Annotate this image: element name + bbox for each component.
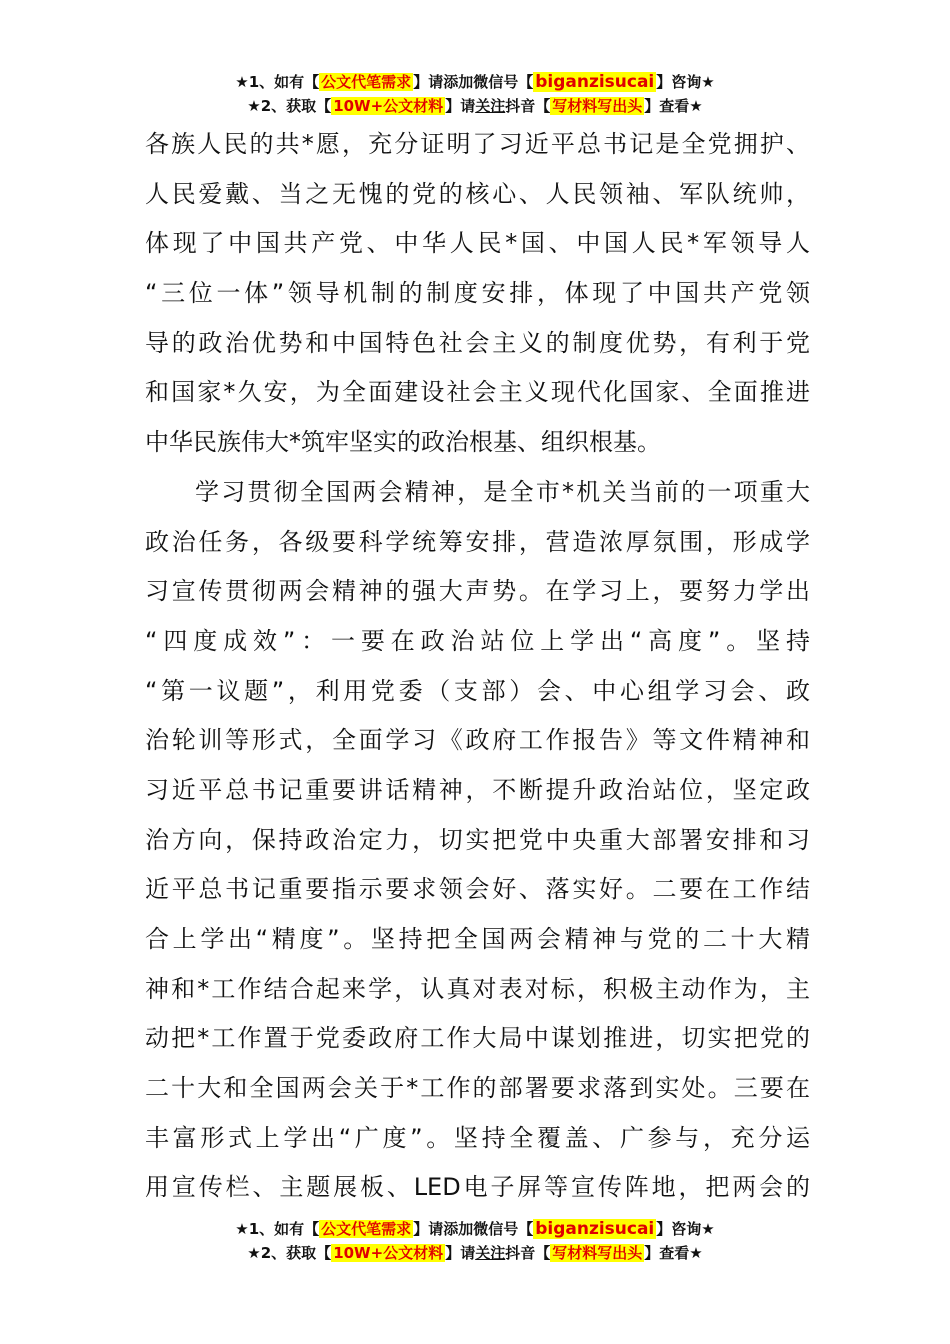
body-line: 和国家*久安，为全面建设社会主义现代化国家、全面推进 [145, 378, 810, 407]
body-line: “三位一体”领导机制的制度安排，体现了中国共产党领 [145, 279, 810, 308]
banner-highlight: 公文代笔需求 [321, 1220, 412, 1238]
footer-banner [0, 1217, 950, 1265]
banner-text: 抖音【 [505, 97, 551, 115]
body-line: 二十大和全国两会关于*工作的部署要求落到实处。三要在 [145, 1074, 810, 1103]
banner-underlined: 关注 [475, 1244, 506, 1262]
document-body [145, 120, 810, 1213]
body-line: 学习贯彻全国两会精神，是全市*机关当前的一项重大 [195, 477, 810, 506]
body-line: 习宣传贯彻两会精神的强大声势。在学习上，要努力学出 [145, 577, 810, 606]
banner-text: 】查看★ [644, 1244, 703, 1262]
banner-highlight: 写材料写出头 [552, 97, 643, 115]
banner-text: 抖音【 [505, 1244, 551, 1262]
body-line: 用宣传栏、主题展板、LED电子屏等宣传阵地，把两会的 [145, 1173, 810, 1202]
banner-text: 】咨询★ [656, 1220, 715, 1238]
banner-line-2 [0, 1241, 950, 1265]
body-line: 治方向，保持政治定力，切实把党中央重大部署安排和习 [145, 825, 810, 854]
body-line: “第一议题”，利用党委（支部）会、中心组学习会、政 [145, 676, 810, 705]
banner-wechat-id: biganzisucai [535, 72, 655, 92]
body-line: 体现了中国共产党、中华人民*国、中国人民*军领导人 [145, 229, 810, 258]
header-banner [0, 70, 950, 118]
body-line: 人民爱戴、当之无愧的党的核心、人民领袖、军队统帅， [145, 179, 810, 208]
body-line: “四度成效”：一要在政治站位上学出“高度”。坚持 [145, 626, 810, 655]
body-line: 动把*工作置于党委政府工作大局中谋划推进，切实把党的 [145, 1024, 810, 1053]
banner-highlight: 公文代笔需求 [321, 73, 412, 91]
banner-text: ★2、获取【 [247, 1244, 332, 1262]
banner-text: ★1、如有【 [235, 73, 320, 91]
banner-text: 】请添加微信号【 [413, 1220, 534, 1238]
banner-line-2 [0, 94, 950, 118]
banner-highlight: 10W+公文材料 [333, 1244, 444, 1262]
body-line: 治轮训等形式，全面学习《政府工作报告》等文件精神和 [145, 726, 810, 755]
body-line: 习近平总书记重要讲话精神，不断提升政治站位，坚定政 [145, 775, 810, 804]
body-line: 中华民族伟大*筑牢坚实的政治根基、组织根基。 [145, 428, 661, 457]
banner-underlined: 关注 [475, 97, 506, 115]
body-line: 各族人民的共*愿，充分证明了习近平总书记是全党拥护、 [145, 130, 810, 158]
banner-highlight: 10W+公文材料 [333, 97, 444, 115]
banner-line-1 [0, 70, 950, 94]
body-line: 近平总书记重要指示要求领会好、落实好。二要在工作结 [145, 875, 810, 904]
banner-highlight: 写材料写出头 [552, 1244, 643, 1262]
banner-text: 】请 [445, 97, 476, 115]
body-line: 神和*工作结合起来学，认真对表对标，积极主动作为，主 [145, 974, 810, 1003]
body-line: 丰富形式上学出“广度”。坚持全覆盖、广参与，充分运 [145, 1123, 810, 1152]
banner-text: 】咨询★ [656, 73, 715, 91]
banner-text: 】查看★ [644, 97, 703, 115]
banner-text: ★2、获取【 [247, 97, 332, 115]
banner-text: 】请添加微信号【 [413, 73, 534, 91]
banner-text: ★1、如有【 [235, 1220, 320, 1238]
banner-wechat-id: biganzisucai [535, 1219, 655, 1239]
body-line: 合上学出“精度”。坚持把全国两会精神与党的二十大精 [145, 925, 810, 953]
body-line: 政治任务，各级要科学统筹安排，营造浓厚氛围，形成学 [145, 527, 810, 556]
body-line: 导的政治优势和中国特色社会主义的制度优势，有利于党 [145, 328, 810, 357]
banner-text: 】请 [445, 1244, 476, 1262]
banner-line-1 [0, 1217, 950, 1241]
